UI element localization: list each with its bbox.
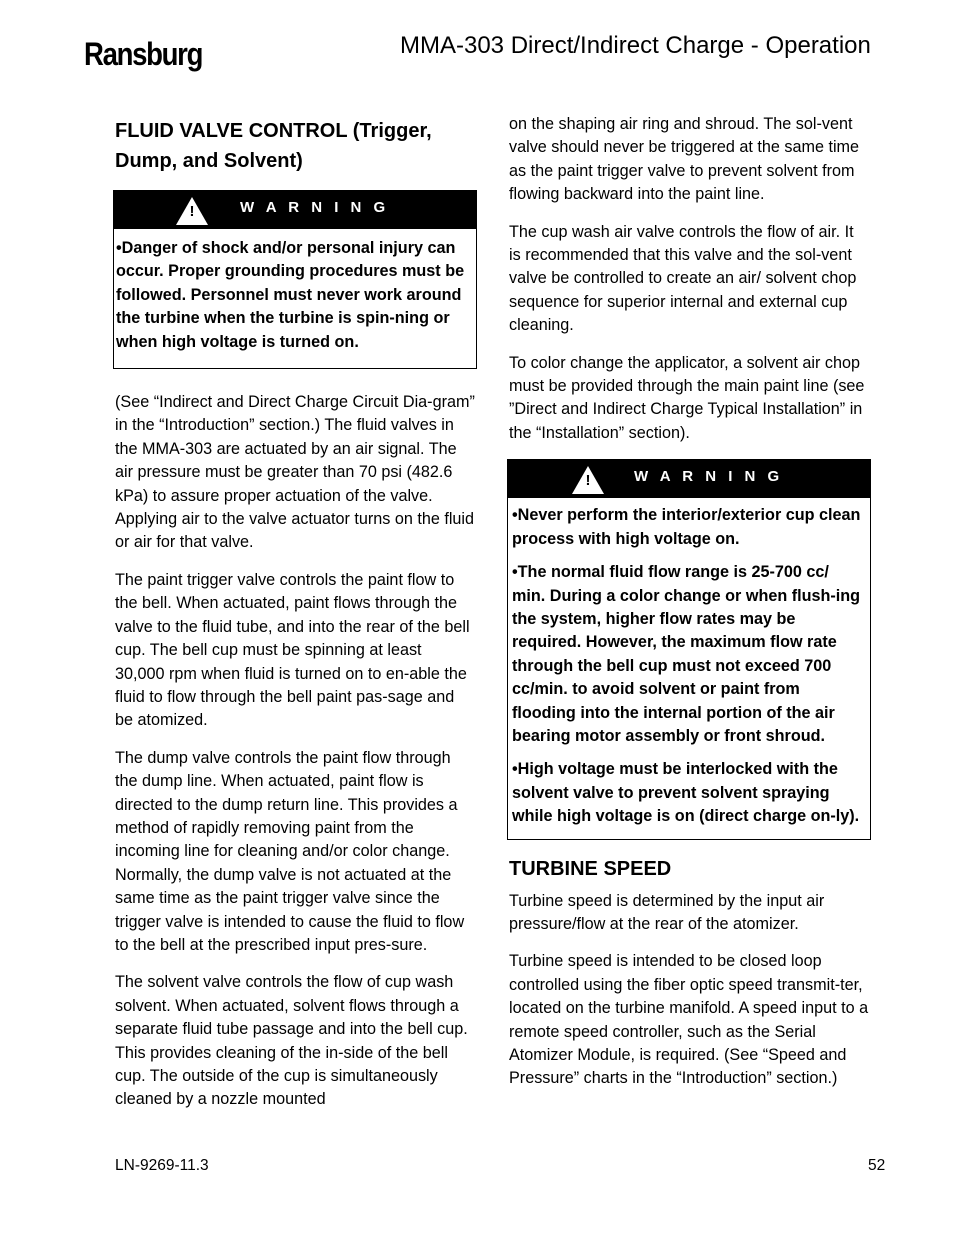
exclamation-icon: ! — [585, 472, 591, 490]
left-column — [115, 116, 475, 1126]
warning-header — [508, 460, 870, 498]
paragraph: The solvent valve controls the flow of cup wash solvent. When actuated, solvent flows through a separate fluid tube passage and into the bell cup. This provides cleaning of the in-side of the bell cup. The outside of the cup is simultaneously cleaned by a nozzle mounted — [115, 973, 468, 1109]
warning-header — [114, 191, 476, 229]
page-header-title: MMA-303 Direct/Indirect Charge - Operation — [400, 32, 871, 59]
section-heading-fluid-valve: FLUID VALVE CONTROL (Trigger, Dump, and Solvent) — [115, 120, 432, 172]
right-column — [509, 116, 869, 1105]
warning-body — [508, 498, 870, 828]
warning-item: •High voltage must be interlocked with the solvent valve to prevent solvent spraying while high voltage is on (direct charge on-ly). — [512, 760, 860, 826]
warning-item: •Danger of shock and/or personal injury can occur. Proper grounding procedures must be followed. Personnel must never work around the turbine when the turbine is spin-ning or when high voltage is turned on. — [116, 239, 465, 351]
paragraph: on the shaping air ring and shroud. The sol-vent valve should never be triggered at the same time as the paint trigger valve to prevent solvent from flowing backward into the paint line. — [509, 115, 860, 204]
exclamation-icon: ! — [189, 203, 195, 220]
page-number: 52 — [868, 1157, 886, 1174]
ransburg-logo: Ransburg — [84, 36, 203, 72]
paragraph: Turbine speed is determined by the input air pressure/flow at the rear of the atomizer. — [509, 891, 825, 933]
paragraph: The cup wash air valve controls the flow of air. It is recommended that this valve and the sol-vent valve be controlled to create an air/ solvent chop sequence for superior internal and external cup cleaning. — [509, 222, 857, 335]
paragraph: To color change the applicator, a solvent air chop must be provided through the main paint line (see ”Direct and Indirect Charge Typical Installation” in the “Installation” section). — [509, 353, 865, 442]
paragraph: Turbine speed is intended to be closed loop controlled using the fiber optic speed transmit-ter, located on the turbine manifold. A speed input to a remote speed controller, such as the Serial Atomizer Module, is required. (See “Speed and Pressure” charts in the “Introduction” section.) — [509, 952, 869, 1088]
section-heading-turbine-speed: TURBINE SPEED — [509, 857, 672, 880]
document-number: LN-9269-11.3 — [115, 1157, 209, 1174]
paragraph: The paint trigger valve controls the paint flow to the bell. When actuated, paint flows through the valve to the fluid tube, and into the rear of the bell cup. The bell cup must be spinning at least 30,000 rpm when fluid is turned on to en-able the fluid to flow through the bell paint pas-sage and be atomized. — [115, 570, 470, 730]
warning-box-right — [507, 459, 871, 839]
warning-body — [114, 229, 476, 368]
paragraph: The dump valve controls the paint flow through the dump line. When actuated, paint flow is directed to the dump return line. This provides a method of rapidly removing paint from the incoming line for cleaning and/or color change. Normally, the dump valve is not actuated at the same time as the paint trigger valve since the trigger valve is intended to cause the fluid to flow to the bell at the prescribed input pres-sure. — [115, 748, 465, 954]
warning-label: W A R N I N G — [634, 468, 784, 486]
warning-label: W A R N I N G — [240, 199, 390, 216]
paragraph: (See “Indirect and Direct Charge Circuit Dia-gram” in the “Introduction” section.) The fluid valves in the MMA-303 are actuated by an air signal. The air pressure must be greater than 70 psi (482.6 kPa) to assure proper actuation of the valve. Applying air to the valve actuator turns on the fluid or air for that valve. — [115, 393, 475, 552]
warning-box-left — [113, 190, 477, 369]
warning-item: •The normal fluid flow range is 25-700 cc/ min. During a color change or when flush-ing the system, higher flow rates may be required. However, the maximum flow rate through the bell cup must not exceed 700 cc/min. to avoid solvent or paint from flooding into the internal portion of the air bearing motor assembly or front shroud. — [512, 563, 861, 745]
warning-item: •Never perform the interior/exterior cup clean process with high voltage on. — [512, 506, 861, 548]
